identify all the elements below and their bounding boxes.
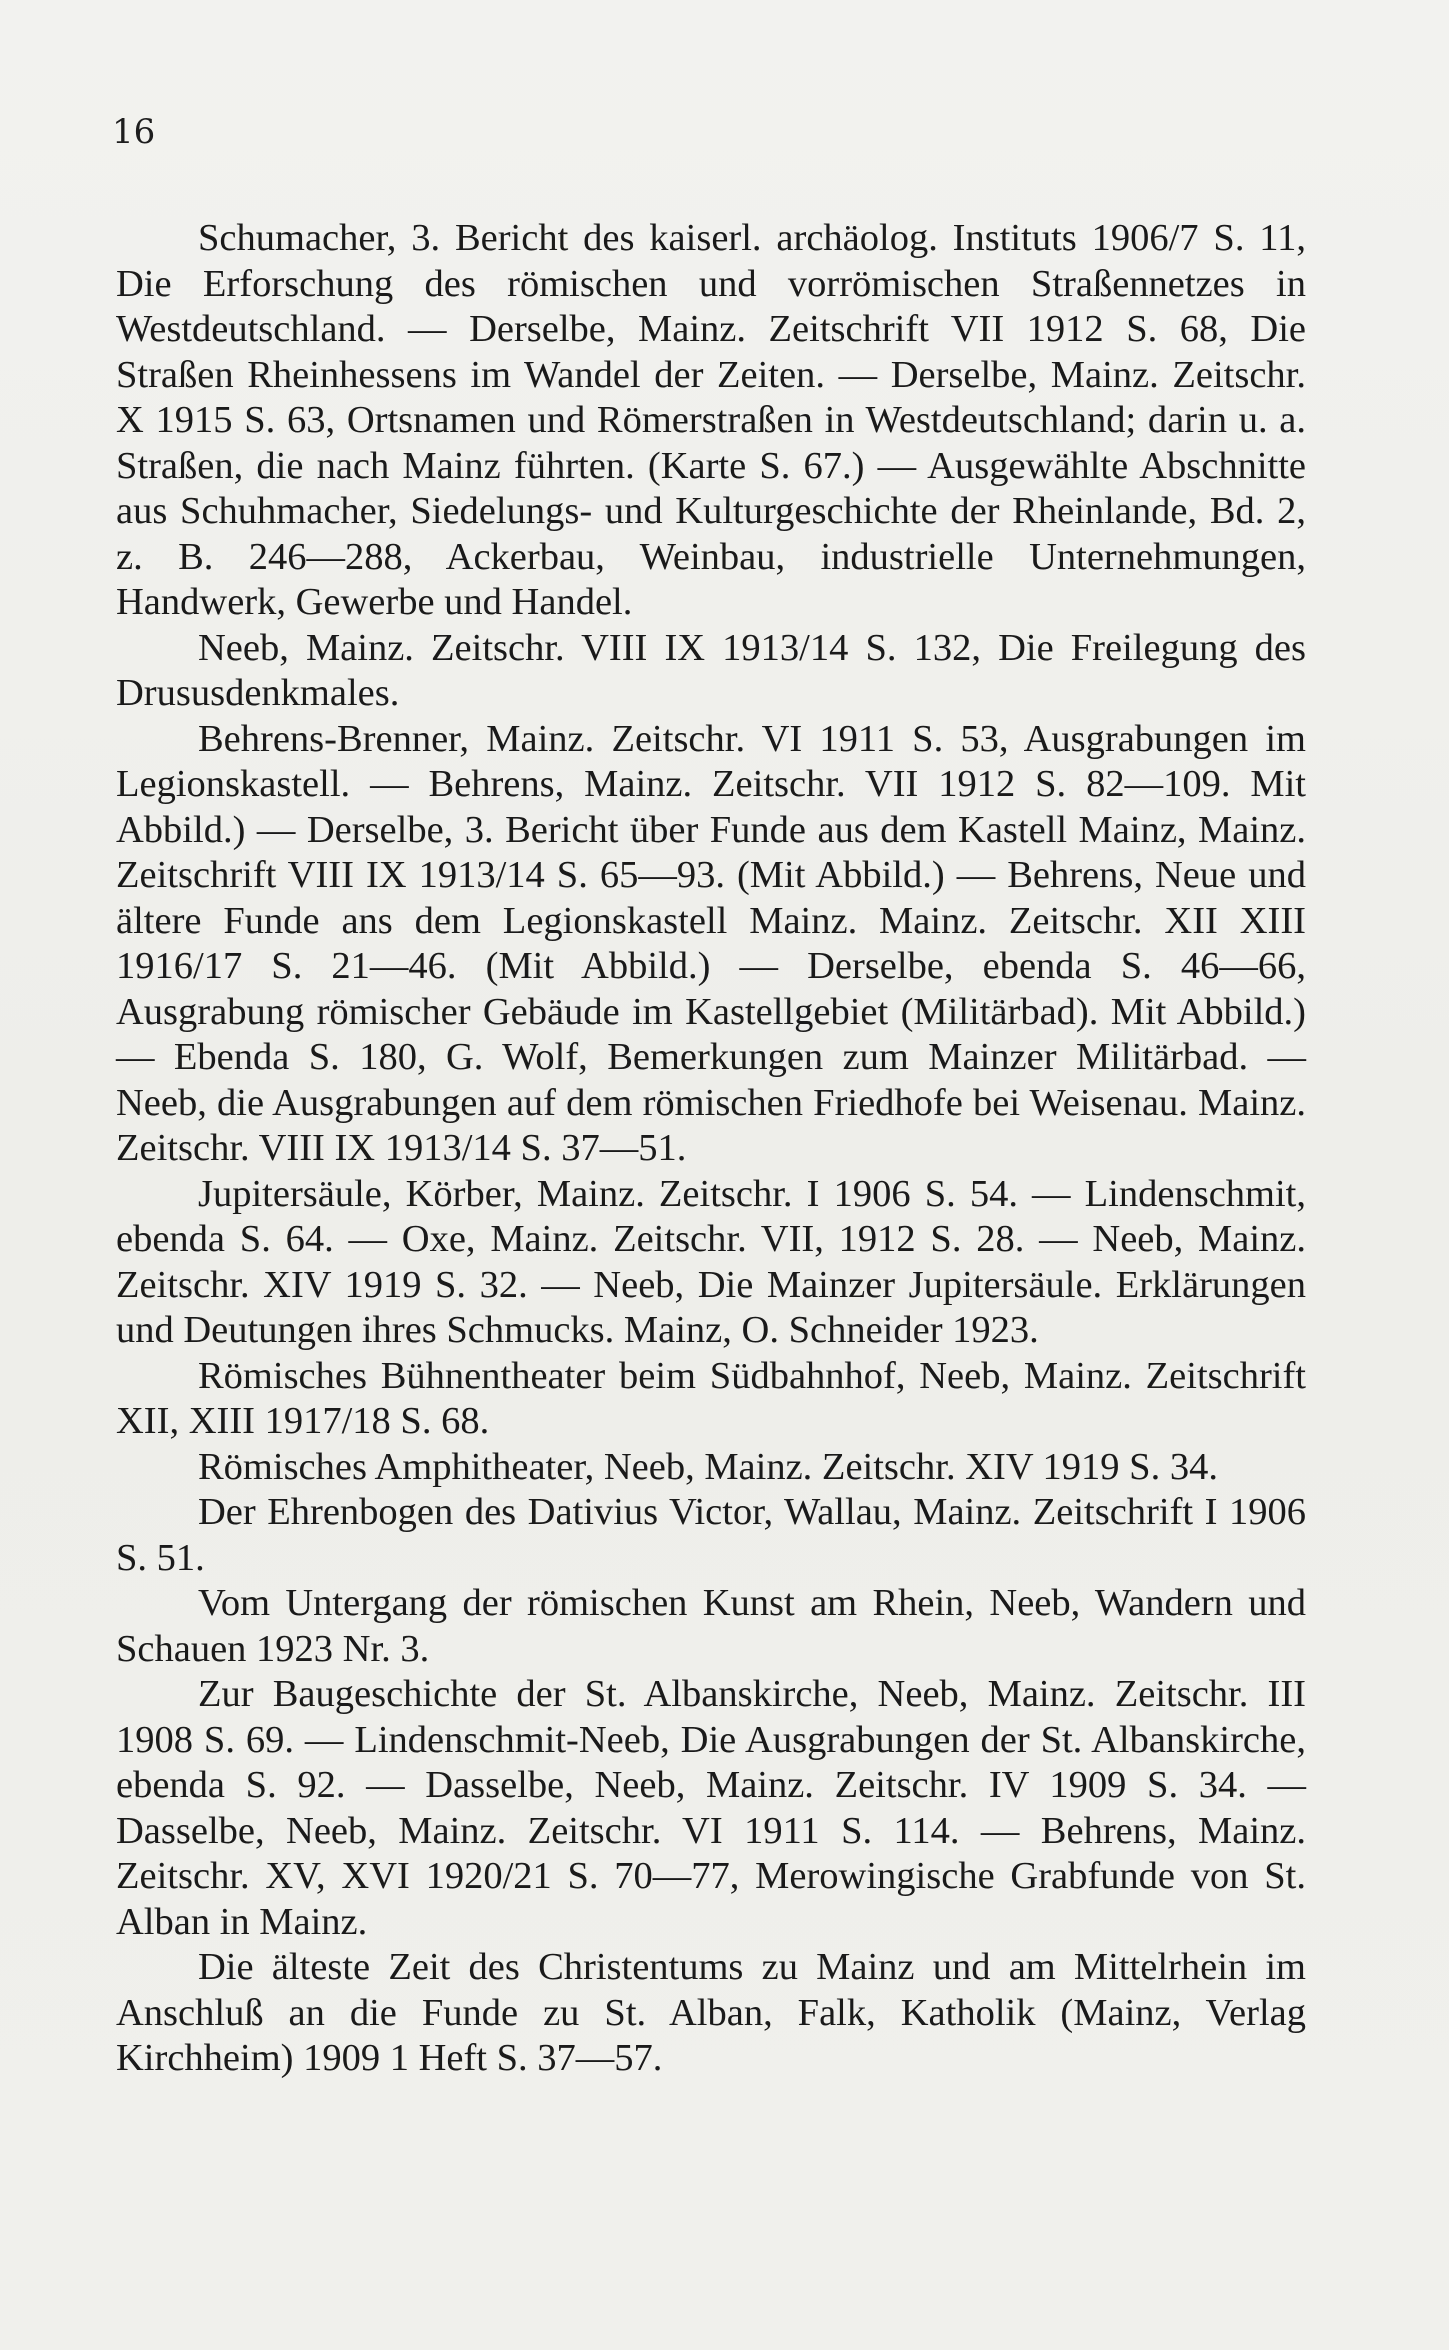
bibliography-text: [116, 216, 1306, 2082]
paragraph-untergang: Vom Untergang der römischen Kunst am Rhein, Neeb, Wandern und Schauen 1923 Nr. 3.: [116, 1582, 1306, 1670]
paragraph-legionskastell: Behrens-Brenner, Mainz. Zeitschr. VI 1911 S. 53, Ausgrabungen im Legionskastell. — Behrens, Mainz. Zeitschr. VII 1912 S. 82—109. Mit Abbild.) — Derselbe, 3. Bericht über Funde aus dem Kastell Mainz, Mainz. Zeitschrift VIII IX 1913/14 S. 65—93. (Mit Abbild.) — Behrens, Neue und ältere Funde ans dem Legionskastell Mainz. Mainz. Zeitschr. XII XIII 1916/17 S. 21—46. (Mit Abbild.) — Derselbe, ebenda S. 46—66, Ausgrabung römischer Gebäude im Kastellgebiet (Militärbad). Mit Abbild.) — Ebenda S. 180, G. Wolf, Bemerkungen zum Mainzer Militärbad. — Neeb, die Ausgrabungen auf dem römischen Friedhofe bei Weisenau. Mainz. Zeitschr. VIII IX 1913/14 S. 37—51.: [116, 717, 1306, 1169]
paragraph-albanskirche: Zur Baugeschichte der St. Albanskirche, Neeb, Mainz. Zeitschr. III 1908 S. 69. — Lindenschmit-Neeb, Die Ausgrabungen der St. Albanskirche, ebenda S. 92. — Dasselbe, Neeb, Mainz. Zeitschr. IV 1909 S. 34. — Dasselbe, Neeb, Mainz. Zeitschr. VI 1911 S. 114. — Behrens, Mainz. Zeitschr. XV, XVI 1920/21 S. 70—77, Merowingische Grabfunde von St. Alban in Mainz.: [116, 1673, 1306, 1943]
paragraph-christentum: Die älteste Zeit des Christentums zu Mainz und am Mittelrhein im Anschluß an die Funde zu St. Alban, Falk, Katholik (Mainz, Verlag Kirchheim) 1909 1 Heft S. 37—57.: [116, 1946, 1306, 2079]
paragraph-ehrenbogen: Der Ehrenbogen des Dativius Victor, Wallau, Mainz. Zeitschrift I 1906 S. 51.: [116, 1491, 1306, 1579]
paragraph-drususdenkmal: Neeb, Mainz. Zeitschr. VIII IX 1913/14 S. 132, Die Freilegung des Drususdenkmales.: [116, 626, 1306, 714]
page-number: 16: [112, 112, 156, 152]
paragraph-schumacher: Schumacher, 3. Bericht des kaiserl. archäolog. Instituts 1906/7 S. 11, Die Erforschung des römischen und vorrömischen Straßennetzes in Westdeutschland. — Derselbe, Mainz. Zeitschrift VII 1912 S. 68, Die Straßen Rheinhessens im Wandel der Zeiten. — Derselbe, Mainz. Zeitschr. X 1915 S. 63, Ortsnamen und Römerstraßen in Westdeutschland; darin u. a. Straßen, die nach Mainz führten. (Karte S. 67.) — Ausgewählte Abschnitte aus Schuhmacher, Siedelungs- und Kulturgeschichte der Rheinlande, Bd. 2, z. B. 246—288, Ackerbau, Weinbau, industrielle Unternehmungen, Handwerk, Gewerbe und Handel.: [116, 217, 1306, 623]
paragraph-jupitersaeule: Jupitersäule, Körber, Mainz. Zeitschr. I 1906 S. 54. — Lindenschmit, ebenda S. 64. — Oxe, Mainz. Zeitschr. VII, 1912 S. 28. — Neeb, Mainz. Zeitschr. XIV 1919 S. 32. — Neeb, Die Mainzer Jupitersäule. Erklärungen und Deutungen ihres Schmucks. Mainz, O. Schneider 1923.: [116, 1172, 1306, 1351]
paragraph-amphitheater: Römisches Amphitheater, Neeb, Mainz. Zeitschr. XIV 1919 S. 34.: [198, 1445, 1218, 1488]
paragraph-buehnentheater: Römisches Bühnentheater beim Südbahnhof, Neeb, Mainz. Zeitschrift XII, XIII 1917/18 S. 68.: [116, 1354, 1306, 1442]
